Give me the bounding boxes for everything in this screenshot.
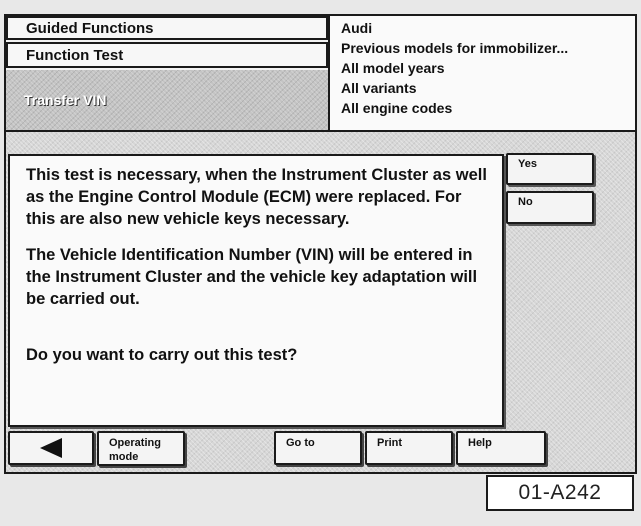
operating-mode-button[interactable] xyxy=(97,431,185,466)
vehicle-info-panel xyxy=(328,16,635,130)
vehicle-make: Audi xyxy=(341,20,373,36)
vehicle-engine-codes: All engine codes xyxy=(341,100,453,116)
back-arrow-icon xyxy=(39,437,63,459)
vehicle-variants: All variants xyxy=(341,80,417,96)
back-button[interactable] xyxy=(8,431,94,465)
yes-label: Yes xyxy=(518,158,537,170)
no-button[interactable] xyxy=(506,191,594,224)
figure-reference xyxy=(486,475,634,511)
transfer-vin-label: Transfer VIN xyxy=(24,92,107,108)
message-question: Do you want to carry out this test? xyxy=(26,346,298,364)
figure-reference-label: 01-A242 xyxy=(518,481,602,504)
transfer-vin-panel xyxy=(6,70,328,130)
guided-functions-button[interactable] xyxy=(6,16,328,40)
message-paragraph-1: This test is necessary, when the Instrument Cluster as well as the Engine Control Module (ECM) were replaced. For this are also new vehicle keys necessary. xyxy=(26,166,487,228)
yes-button[interactable] xyxy=(506,153,594,185)
no-label: No xyxy=(518,196,533,208)
help-button[interactable] xyxy=(456,431,546,465)
message-box xyxy=(8,154,504,427)
help-label: Help xyxy=(468,437,492,449)
diagnostic-screen xyxy=(4,14,637,474)
vehicle-years: All model years xyxy=(341,60,445,76)
go-to-label: Go to xyxy=(286,437,315,449)
print-label: Print xyxy=(377,437,403,449)
print-button[interactable] xyxy=(365,431,453,465)
function-test-label: Function Test xyxy=(26,46,124,64)
operating-mode-label: Operating mode xyxy=(109,437,161,463)
function-test-button[interactable] xyxy=(6,42,328,68)
vehicle-model: Previous models for immobilizer... xyxy=(341,40,569,56)
message-paragraph-2: The Vehicle Identification Number (VIN) will be entered in the Instrument Cluster and the vehicle key adaptation will be carried out. xyxy=(26,246,478,308)
guided-functions-label: Guided Functions xyxy=(26,19,154,37)
go-to-button[interactable] xyxy=(274,431,362,465)
